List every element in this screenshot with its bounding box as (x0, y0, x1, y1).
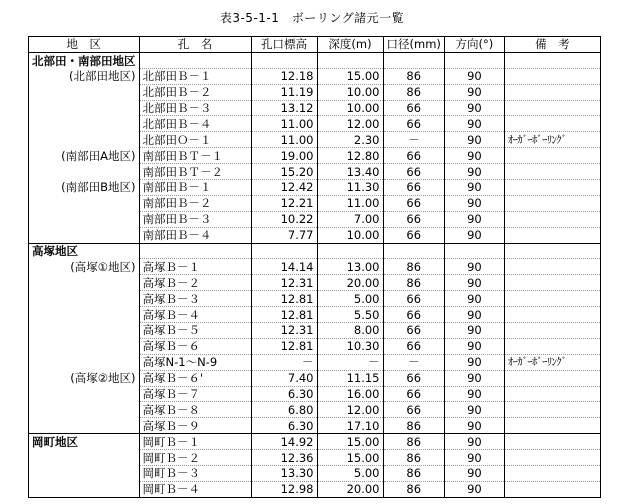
remarks-cell (504, 481, 600, 497)
depth-cell: － (317, 354, 383, 370)
diameter-cell: － (383, 354, 444, 370)
table-row (29, 116, 601, 132)
diameter-cell (383, 52, 444, 68)
remarks-cell (504, 370, 600, 386)
area-cell: (高塚②地区) (29, 370, 140, 386)
depth-cell: 12.00 (317, 116, 383, 132)
elevation-cell: 12.81 (251, 307, 317, 323)
diameter-cell: 66 (383, 195, 444, 211)
table-row (29, 243, 601, 259)
remarks-cell (504, 338, 600, 354)
hole-name-cell: 高塚N-1～N-9 (139, 354, 251, 370)
direction-cell: 90 (444, 211, 504, 227)
depth-cell: 5.00 (317, 466, 383, 482)
direction-cell: 90 (444, 116, 504, 132)
direction-cell: 90 (444, 307, 504, 323)
header-direction: 方向(°) (444, 37, 504, 53)
elevation-cell: － (251, 354, 317, 370)
direction-cell: 90 (444, 370, 504, 386)
elevation-cell: 12.98 (251, 481, 317, 497)
area-cell (29, 338, 140, 354)
hole-name-cell: 北部田Ｏ－１ (139, 132, 251, 148)
elevation-cell: 13.12 (251, 100, 317, 116)
hole-name-cell: 岡町Ｂ－１ (139, 434, 251, 450)
area-cell (29, 418, 140, 434)
table-row (29, 481, 601, 497)
table-row (29, 180, 601, 196)
direction-cell: 90 (444, 180, 504, 196)
elevation-cell: 11.00 (251, 116, 317, 132)
diameter-cell: 66 (383, 307, 444, 323)
area-cell: (北部田地区) (29, 68, 140, 84)
direction-cell (444, 243, 504, 259)
diameter-cell: 86 (383, 434, 444, 450)
elevation-cell: 12.18 (251, 68, 317, 84)
direction-cell: 90 (444, 195, 504, 211)
remarks-cell (504, 180, 600, 196)
hole-name-cell: 南部田Ｂ－２ (139, 195, 251, 211)
elevation-cell: 12.21 (251, 195, 317, 211)
table-row (29, 132, 601, 148)
table-row (29, 370, 601, 386)
elevation-cell: 14.92 (251, 434, 317, 450)
depth-cell: 15.00 (317, 68, 383, 84)
hole-name-cell (139, 243, 251, 259)
remarks-cell (504, 211, 600, 227)
table-row (29, 418, 601, 434)
hole-name-cell: 高塚Ｂ－５ (139, 323, 251, 339)
remarks-cell (504, 275, 600, 291)
direction-cell: 90 (444, 259, 504, 275)
remarks-cell (504, 164, 600, 180)
table-row (29, 338, 601, 354)
direction-cell: 90 (444, 481, 504, 497)
table-row (29, 100, 601, 116)
diameter-cell: 66 (383, 148, 444, 164)
header-remarks: 備 考 (504, 37, 600, 53)
depth-cell: 10.30 (317, 338, 383, 354)
direction-cell: 90 (444, 338, 504, 354)
remarks-cell (504, 100, 600, 116)
depth-cell: 11.15 (317, 370, 383, 386)
elevation-cell: 12.81 (251, 291, 317, 307)
remarks-cell (504, 148, 600, 164)
area-cell: 北部田・南部田地区 (29, 52, 140, 68)
depth-cell: 7.00 (317, 211, 383, 227)
depth-cell: 10.00 (317, 100, 383, 116)
diameter-cell: － (383, 132, 444, 148)
table-row (29, 52, 601, 68)
depth-cell: 10.00 (317, 227, 383, 243)
direction-cell: 90 (444, 386, 504, 402)
diameter-cell: 86 (383, 450, 444, 466)
table-row (29, 402, 601, 418)
area-cell (29, 402, 140, 418)
depth-cell: 5.00 (317, 291, 383, 307)
hole-name-cell: 高塚Ｂ－１ (139, 259, 251, 275)
area-cell: (高塚①地区) (29, 259, 140, 275)
remarks-cell (504, 116, 600, 132)
depth-cell: 12.00 (317, 402, 383, 418)
diameter-cell: 86 (383, 481, 444, 497)
diameter-cell: 86 (383, 418, 444, 434)
table-row (29, 259, 601, 275)
table-row (29, 466, 601, 482)
hole-name-cell: 南部田Ｂ－３ (139, 211, 251, 227)
hole-name-cell: 南部田Ｂ－４ (139, 227, 251, 243)
elevation-cell: 19.00 (251, 148, 317, 164)
table-row (29, 354, 601, 370)
direction-cell: 90 (444, 402, 504, 418)
diameter-cell: 66 (383, 386, 444, 402)
area-cell (29, 84, 140, 100)
header-depth: 深度(m) (317, 37, 383, 53)
hole-name-cell: 高塚Ｂ－２ (139, 275, 251, 291)
table-row (29, 434, 601, 450)
diameter-cell: 66 (383, 180, 444, 196)
area-cell: (南部田A地区) (29, 148, 140, 164)
depth-cell (317, 52, 383, 68)
table-row (29, 84, 601, 100)
hole-name-cell: 高塚Ｂ－６ (139, 338, 251, 354)
remarks-cell (504, 418, 600, 434)
table-row (29, 211, 601, 227)
elevation-cell (251, 243, 317, 259)
hole-name-cell: 北部田Ｂ－１ (139, 68, 251, 84)
area-cell: 岡町地区 (29, 434, 140, 450)
area-cell (29, 466, 140, 482)
elevation-cell: 6.80 (251, 402, 317, 418)
diameter-cell: 66 (383, 227, 444, 243)
area-cell: (南部田B地区) (29, 180, 140, 196)
remarks-cell (504, 243, 600, 259)
area-cell (29, 100, 140, 116)
elevation-cell: 10.22 (251, 211, 317, 227)
hole-name-cell: 高塚Ｂ－３ (139, 291, 251, 307)
direction-cell: 90 (444, 148, 504, 164)
remarks-cell (504, 84, 600, 100)
diameter-cell: 86 (383, 275, 444, 291)
diameter-cell: 66 (383, 164, 444, 180)
elevation-cell: 12.36 (251, 450, 317, 466)
direction-cell: 90 (444, 466, 504, 482)
diameter-cell: 66 (383, 100, 444, 116)
elevation-cell: 12.31 (251, 323, 317, 339)
direction-cell: 90 (444, 291, 504, 307)
remarks-cell (504, 195, 600, 211)
hole-name-cell (139, 52, 251, 68)
remarks-cell (504, 227, 600, 243)
diameter-cell: 66 (383, 370, 444, 386)
direction-cell: 90 (444, 68, 504, 84)
elevation-cell: 6.30 (251, 386, 317, 402)
depth-cell: 10.00 (317, 84, 383, 100)
direction-cell (444, 52, 504, 68)
direction-cell: 90 (444, 450, 504, 466)
header-elevation: 孔口標高 (251, 37, 317, 53)
remarks-cell (504, 323, 600, 339)
table-row (29, 164, 601, 180)
hole-name-cell: 高塚Ｂ－７ (139, 386, 251, 402)
area-cell (29, 275, 140, 291)
depth-cell: 13.00 (317, 259, 383, 275)
table-row (29, 227, 601, 243)
remarks-cell (504, 52, 600, 68)
direction-cell: 90 (444, 100, 504, 116)
depth-cell: 11.30 (317, 180, 383, 196)
hole-name-cell: 南部田ＢＴ－１ (139, 148, 251, 164)
depth-cell: 16.00 (317, 386, 383, 402)
remarks-cell (504, 386, 600, 402)
diameter-cell: 66 (383, 211, 444, 227)
table-row (29, 148, 601, 164)
direction-cell: 90 (444, 434, 504, 450)
area-cell (29, 211, 140, 227)
diameter-cell: 66 (383, 338, 444, 354)
diameter-cell (383, 243, 444, 259)
elevation-cell: 12.42 (251, 180, 317, 196)
direction-cell: 90 (444, 323, 504, 339)
depth-cell: 5.50 (317, 307, 383, 323)
depth-cell: 20.00 (317, 275, 383, 291)
diameter-cell: 66 (383, 116, 444, 132)
elevation-cell: 13.30 (251, 466, 317, 482)
hole-name-cell: 岡町Ｂ－２ (139, 450, 251, 466)
table-title: 表3-5-1-1 ボーリング諸元一覧 (219, 11, 405, 25)
table-row (29, 68, 601, 84)
diameter-cell: 86 (383, 84, 444, 100)
boring-spec-table (28, 36, 601, 498)
elevation-cell: 12.81 (251, 338, 317, 354)
remarks-cell (504, 259, 600, 275)
diameter-cell: 86 (383, 466, 444, 482)
depth-cell: 2.30 (317, 132, 383, 148)
remarks-cell: ｵｰｶﾞｰﾎﾞｰﾘﾝｸﾞ (504, 132, 600, 148)
area-cell (29, 307, 140, 323)
header-diameter: 口径(mm) (383, 37, 444, 53)
table-row (29, 323, 601, 339)
elevation-cell (251, 52, 317, 68)
header-hole-name: 孔 名 (139, 37, 251, 53)
direction-cell: 90 (444, 164, 504, 180)
elevation-cell: 15.20 (251, 164, 317, 180)
table-row (29, 450, 601, 466)
direction-cell: 90 (444, 132, 504, 148)
area-cell (29, 291, 140, 307)
hole-name-cell: 高塚Ｂ－８ (139, 402, 251, 418)
elevation-cell: 7.77 (251, 227, 317, 243)
direction-cell: 90 (444, 275, 504, 291)
remarks-cell (504, 307, 600, 323)
hole-name-cell: 高塚Ｂ－４ (139, 307, 251, 323)
area-cell: 高塚地区 (29, 243, 140, 259)
hole-name-cell: 岡町Ｂ－４ (139, 481, 251, 497)
area-cell (29, 164, 140, 180)
diameter-cell: 66 (383, 323, 444, 339)
hole-name-cell: 高塚Ｂ－９ (139, 418, 251, 434)
table-body (29, 52, 601, 497)
depth-cell: 20.00 (317, 481, 383, 497)
hole-name-cell: 北部田Ｂ－４ (139, 116, 251, 132)
table-row (29, 291, 601, 307)
table-row (29, 386, 601, 402)
area-cell (29, 195, 140, 211)
hole-name-cell: 北部田Ｂ－２ (139, 84, 251, 100)
elevation-cell: 11.00 (251, 132, 317, 148)
remarks-cell (504, 68, 600, 84)
area-cell (29, 450, 140, 466)
direction-cell: 90 (444, 354, 504, 370)
elevation-cell: 7.40 (251, 370, 317, 386)
depth-cell: 15.00 (317, 434, 383, 450)
elevation-cell: 11.19 (251, 84, 317, 100)
area-cell (29, 132, 140, 148)
header-row (29, 37, 601, 53)
depth-cell: 15.00 (317, 450, 383, 466)
hole-name-cell: 北部田Ｂ－３ (139, 100, 251, 116)
direction-cell: 90 (444, 418, 504, 434)
remarks-cell (504, 434, 600, 450)
remarks-cell (504, 450, 600, 466)
hole-name-cell: 南部田Ｂ－１ (139, 180, 251, 196)
area-cell (29, 323, 140, 339)
table-row (29, 275, 601, 291)
table-row (29, 307, 601, 323)
diameter-cell: 86 (383, 68, 444, 84)
diameter-cell: 66 (383, 402, 444, 418)
area-cell (29, 481, 140, 497)
hole-name-cell: 南部田ＢＴ－２ (139, 164, 251, 180)
remarks-cell (504, 291, 600, 307)
header-area: 地 区 (29, 37, 140, 53)
table-row (29, 195, 601, 211)
diameter-cell: 66 (383, 291, 444, 307)
depth-cell: 11.00 (317, 195, 383, 211)
area-cell (29, 227, 140, 243)
elevation-cell: 12.31 (251, 275, 317, 291)
depth-cell: 8.00 (317, 323, 383, 339)
direction-cell: 90 (444, 84, 504, 100)
depth-cell: 12.80 (317, 148, 383, 164)
depth-cell (317, 243, 383, 259)
area-cell (29, 116, 140, 132)
area-cell (29, 354, 140, 370)
depth-cell: 13.40 (317, 164, 383, 180)
hole-name-cell: 高塚Ｂ－６' (139, 370, 251, 386)
elevation-cell: 6.30 (251, 418, 317, 434)
depth-cell: 17.10 (317, 418, 383, 434)
remarks-cell (504, 466, 600, 482)
area-cell (29, 386, 140, 402)
hole-name-cell: 岡町Ｂ－３ (139, 466, 251, 482)
diameter-cell: 86 (383, 259, 444, 275)
direction-cell: 90 (444, 227, 504, 243)
remarks-cell: ｵｰｶﾞｰﾎﾞｰﾘﾝｸﾞ (504, 354, 600, 370)
elevation-cell: 14.14 (251, 259, 317, 275)
remarks-cell (504, 402, 600, 418)
